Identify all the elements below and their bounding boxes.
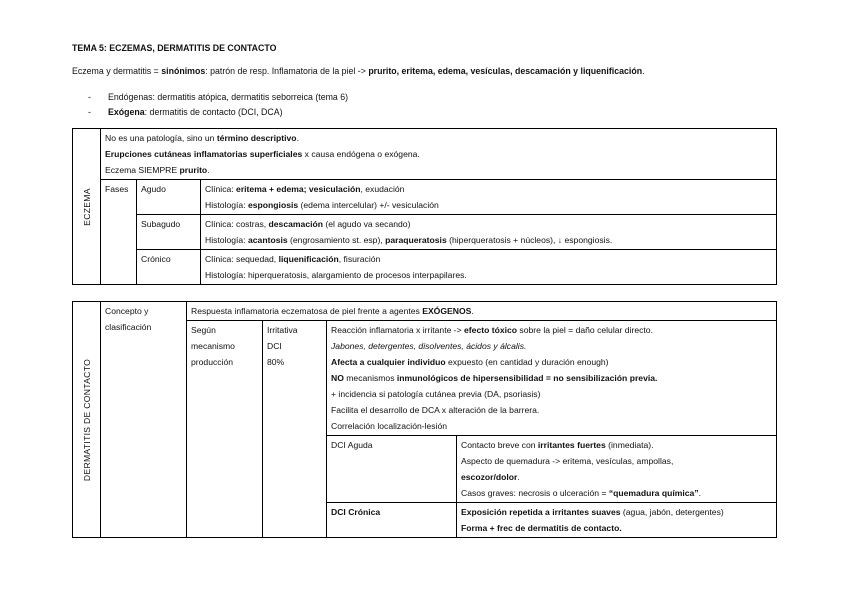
phase-cronico: Crónico bbox=[137, 250, 201, 285]
dci-aguda-label: DCI Aguda bbox=[327, 436, 457, 503]
eczema-table bbox=[72, 128, 777, 285]
dci-cronica-label: DCI Crónica bbox=[327, 503, 457, 538]
phase-subagudo-desc: Clínica: costras, descamación (el agudo va secando) Histología: acantosis (engrosamiento st. esp), paraqueratosis (hiperqueratosis + núcleos), ↓ espongiosis. bbox=[201, 215, 777, 250]
phase-cronico-desc: Clínica: sequedad, liquenificación, fisuración Histología: hiperqueratosis, alargamiento de procesos interpapilares. bbox=[201, 250, 777, 285]
eczema-definition: No es una patología, sino un término descriptivo. Erupciones cutáneas inflamatorias superficiales x causa endógena o exógena. Eczema SIEMPRE prurito. bbox=[101, 129, 777, 180]
eczema-side-label: ECZEMA bbox=[73, 129, 101, 285]
dci-cronica-desc: Exposición repetida a irritantes suaves (agua, jabón, detergentes) Forma + frec de dermatitis de contacto. bbox=[457, 503, 777, 538]
fases-label: Fases bbox=[101, 180, 137, 285]
phase-agudo-desc: Clínica: eritema + edema; vesiculación, exudación Histología: espongiosis (edema intercelular) +/- vesiculación bbox=[201, 180, 777, 215]
dci-description: Reacción inflamatoria x irritante -> efecto tóxico sobre la piel = daño celular directo. Jabones, detergentes, disolventes, ácidos y álcalis. Afecta a cualquier individuo expuesto (en cantidad y duración enough) NO mecanismos inmunológicos de hipersensibilidad = no sensibilización previa. + incidencia si patología cutánea previa (DA, psoriasis) Facilita el desarrollo de DCA x alteración de la barrera. Correlación localización-lesión bbox=[327, 321, 777, 436]
dc-concept: Concepto y clasificación bbox=[101, 302, 187, 538]
dc-irritativa: Irritativa DCI 80% bbox=[263, 321, 327, 538]
page-title: TEMA 5: ECZEMAS, DERMATITIS DE CONTACTO bbox=[72, 43, 277, 53]
bullet-endogenas: - Endógenas: dermatitis atópica, dermatitis seborreica (tema 6) bbox=[88, 92, 349, 102]
dc-mechanism: Según mecanismo producción bbox=[187, 321, 263, 538]
phase-subagudo: Subagudo bbox=[137, 215, 201, 250]
dermatitis-contacto-table bbox=[72, 301, 777, 538]
dci-aguda-desc: Contacto breve con irritantes fuertes (inmediata). Aspecto de quemadura -> eritema, vesículas, ampollas, escozor/dolor. Casos graves: necrosis o ulceración = “quemadura química”. bbox=[457, 436, 777, 503]
dc-definition: Respuesta inflamatoria eczematosa de piel frente a agentes EXÓGENOS. bbox=[187, 302, 777, 321]
intro-paragraph: Eczema y dermatitis = sinónimos: patrón de resp. Inflamatoria de la piel -> prurito, eritema, edema, vesículas, descamación y liquenificación. bbox=[72, 66, 645, 76]
phase-agudo: Agudo bbox=[137, 180, 201, 215]
bullet-exogena: - Exógena: dermatitis de contacto (DCI, DCA) bbox=[88, 107, 283, 117]
dc-side-label: DERMATITIS DE CONTACTO bbox=[73, 302, 101, 538]
